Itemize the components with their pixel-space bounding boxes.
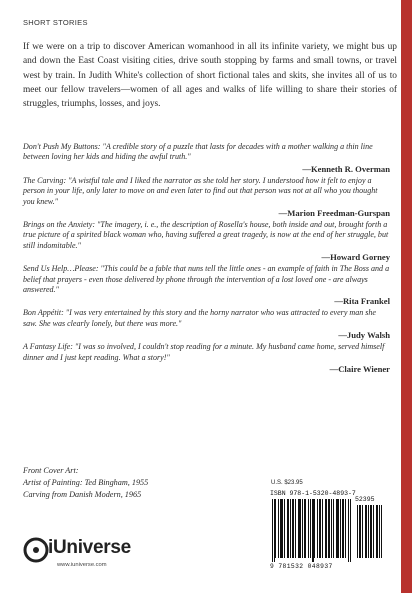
reviewer-name: —Rita Frankel	[334, 296, 390, 307]
review-text: Bon Appétit: "I was very entertained by this story and the horny narrator who was attracted to every man she saw. She was clearly lonely, but there was more."	[23, 308, 376, 328]
credits-painting: Artist of Painting: Ted Bingham, 1955	[23, 477, 149, 487]
barcode-number: 9 781532 048937	[270, 563, 333, 570]
reviewer-name: —Claire Wiener	[329, 364, 390, 375]
review-text: Brings on the Anxiety: "The imagery, i. e., the description of Rosella's house, both inside and out, brought forth a true picture of a spirited black woman who, having suffered a great tragedy, is now at the end of her struggle, but still indomitable."	[23, 220, 389, 250]
spine-accent-bar	[401, 0, 412, 593]
reviews-section	[23, 142, 390, 376]
review-text: A Fantasy Life: "I was so involved, I couldn't stop reading for a minute. My husband came home, served himself dinner and I just kept reading. What a story!"	[23, 342, 385, 362]
reviewer-name: —Marion Freedman-Gurspan	[278, 208, 390, 219]
price-label: U.S. $23.95	[271, 480, 303, 486]
publisher-swirl-icon	[23, 537, 49, 563]
reviewer-name: —Judy Walsh	[338, 330, 390, 341]
isbn-barcode	[270, 490, 385, 574]
credits-carving: Carving from Danish Modern, 1965	[23, 489, 142, 499]
publisher-name: iUniverse	[48, 537, 131, 558]
review	[23, 176, 390, 219]
barcode-addon-number: 52395	[355, 496, 375, 503]
reviewer-name: —Kenneth R. Overman	[302, 163, 390, 174]
isbn-text: ISBN 978-1-5320-4893-7	[270, 490, 356, 497]
review-text: Send Us Help…Please: "This could be a fable that nuns tell the little ones - an example of faith in The Boss and a belief that prayers - even those delivered by phone through the intervention of a lost loved one - are always answered."	[23, 264, 390, 295]
barcode-bars-icon	[270, 499, 382, 563]
category-label: SHORT STORIES	[23, 18, 88, 27]
credits-heading: Front Cover Art:	[23, 466, 79, 475]
cover-art-credits	[23, 465, 273, 500]
review	[23, 342, 390, 375]
publisher-url: www.iuniverse.com	[57, 562, 107, 568]
review	[23, 220, 390, 263]
review-text: The Carving: "A wistful tale and I liked the narrator as she told her story. I understood how it felt to enjoy a person in your life, only later to move on and even later to find out that person was not at all who you thought you knew."	[23, 175, 378, 206]
publisher-logo	[23, 537, 163, 577]
review	[23, 142, 390, 175]
review-text: Don't Push My Buttons: "A credible story of a puzzle that lasts for decades with a mother walking a thin line between loving her kids and hiding the awful truth."	[23, 142, 373, 162]
review	[23, 264, 390, 307]
reviewer-name: —Howard Gorney	[321, 252, 390, 263]
book-blurb: If we were on a trip to discover American womanhood in all its infinite variety, we might bus up and down the East Coast visiting cities, drive south stopping by farms and small towns, or travel west by train. In Judith White's collection of short fictional tales and skits, she invites all of us to meet our fellow travelers—women of all ages and walks of life willing to share their stories of struggles, triumphs, losses, and joys.	[23, 42, 397, 110]
review	[23, 308, 390, 341]
